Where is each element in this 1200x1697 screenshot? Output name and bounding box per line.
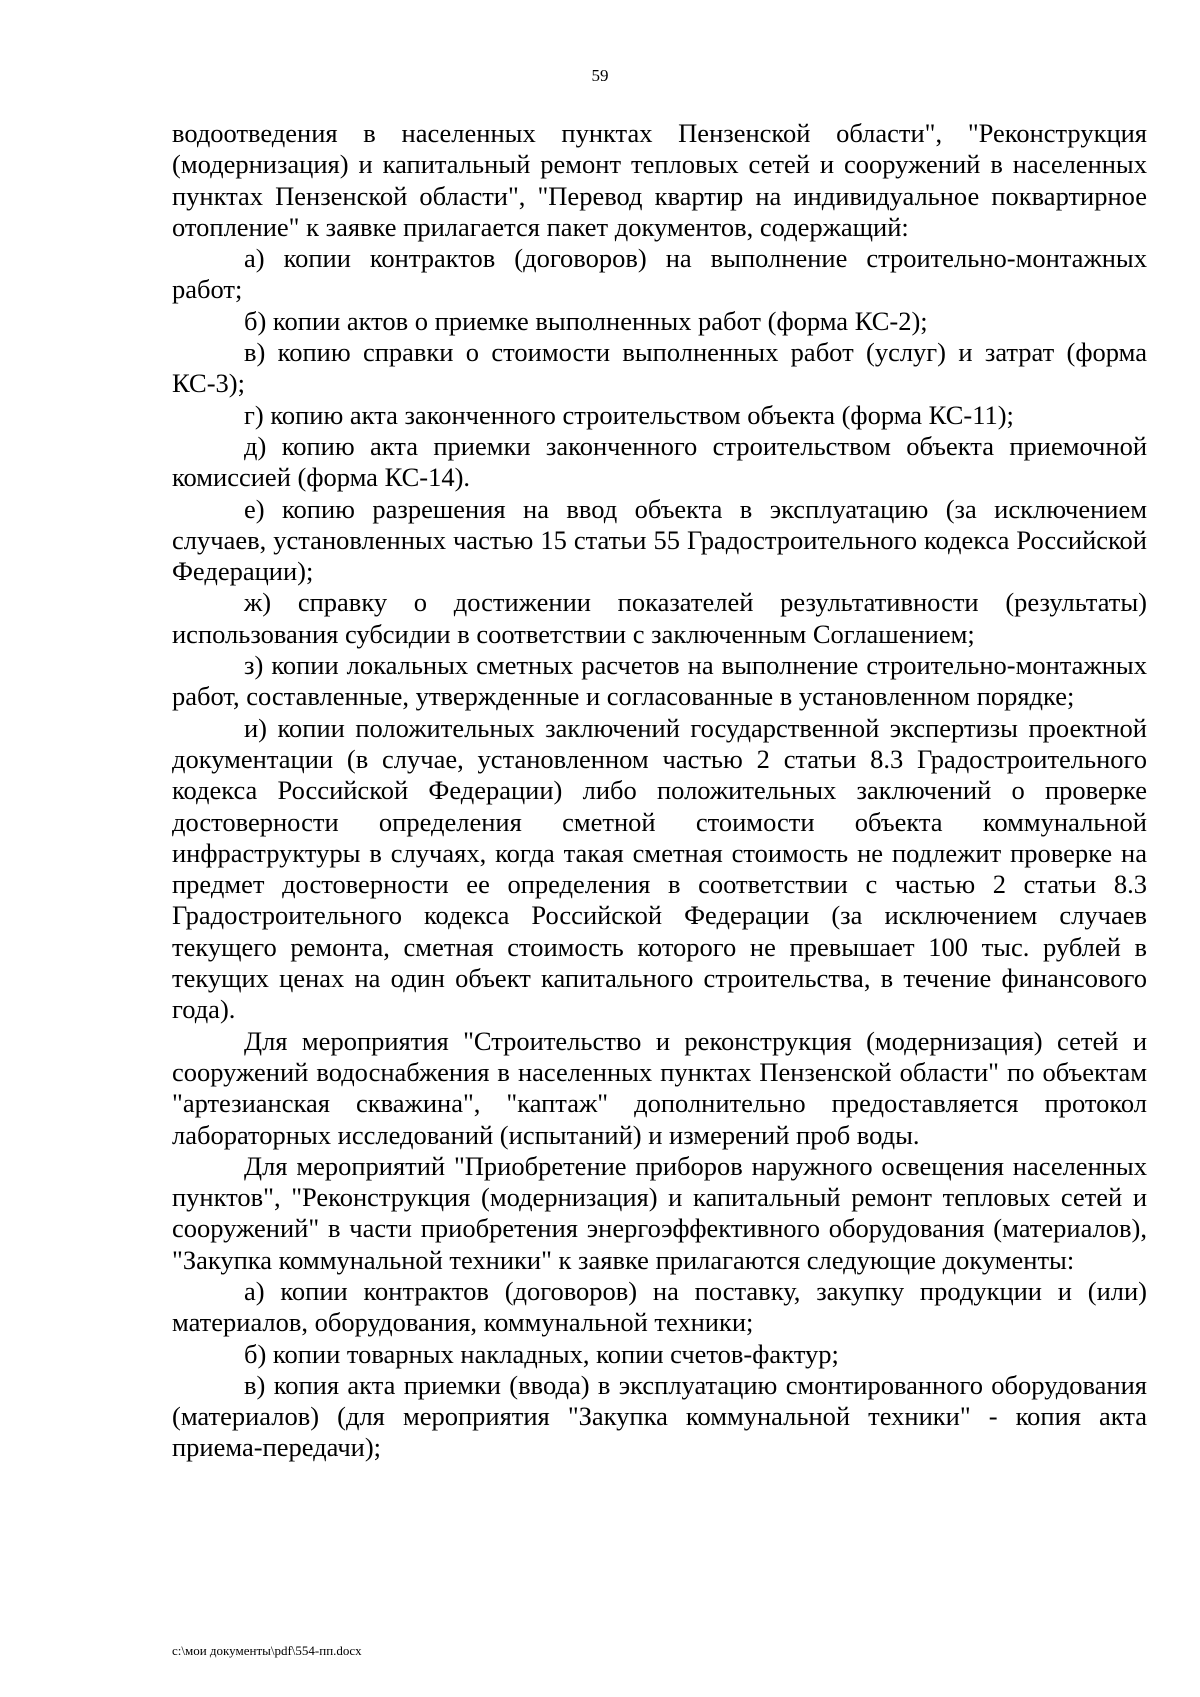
footer-file-path: c:\мои документы\pdf\554-пп.docx: [172, 1643, 362, 1658]
paragraph: г) копию акта законченного строительством объекта (форма КС-11);: [244, 399, 1014, 430]
paragraph: и) копии положительных заключений государственной экспертизы проектной документации (в случае, установленном частью 2 статьи 8.3 Градостроительного кодекса Российской Федерации) либо положительных заключений о проверке достоверности определения сметной стоимости объекта коммунальной инфраструктуры в случаях, когда такая сметная стоимость не подлежит проверке на предмет достоверности ее определения в соответствии с частью 2 статьи 8.3 Градостроительного кодекса Российской Федерации (за исключением случаев текущего ремонта, сметная стоимость которого не превышает 100 тыс. рублей в текущих ценах на один объект капитального строительства, в течение финансового года).: [172, 712, 1147, 1025]
paragraph: е) копию разрешения на ввод объекта в эксплуатацию (за исключением случаев, установленных частью 15 статьи 55 Градостроительного кодекса Российской Федерации);: [172, 493, 1147, 587]
paragraph: водоотведения в населенных пунктах Пензенской области", "Реконструкция (модернизация) и капитальный ремонт тепловых сетей и сооружений в населенных пунктах Пензенской области", "Перевод квартир на индивидуальное поквартирное отопление" к заявке прилагается пакет документов, содержащий:: [172, 118, 1147, 242]
paragraph: в) копию справки о стоимости выполненных работ (услуг) и затрат (форма КС-3);: [172, 337, 1147, 399]
paragraph: в) копия акта приемки (ввода) в эксплуатацию смонтированного оборудования (материалов) (для мероприятия "Закупка коммунальной техники" - копия акта приема-передачи);: [172, 1369, 1147, 1463]
page-number: 59: [591, 66, 609, 85]
paragraph: Для мероприятия "Строительство и реконструкция (модернизация) сетей и сооружений водоснабжения в населенных пунктах Пензенской области" по объектам "артезианская скважина", "каптаж" дополнительно предоставляется протокол лабораторных исследований (испытаний) и измерений проб воды.: [172, 1025, 1147, 1150]
paragraph: б) копии товарных накладных, копии счетов-фактур;: [244, 1338, 839, 1369]
paragraph: а) копии контрактов (договоров) на выполнение строительно-монтажных работ;: [172, 243, 1147, 305]
paragraph: Для мероприятий "Приобретение приборов наружного освещения населенных пунктов", "Реконструкция (модернизация) и капитальный ремонт тепловых сетей и сооружений" в части приобретения энергоэффективного оборудования (материалов), "Закупка коммунальной техники" к заявке прилагаются следующие документы:: [172, 1150, 1147, 1275]
paragraph: з) копии локальных сметных расчетов на выполнение строительно-монтажных работ, составленные, утвержденные и согласованные в установленном порядке;: [172, 650, 1147, 712]
paragraph: б) копии актов о приемке выполненных работ (форма КС-2);: [244, 305, 928, 336]
paragraph: ж) справку о достижении показателей результативности (результаты) использования субсидии в соответствии с заключенным Соглашением;: [172, 587, 1147, 649]
paragraph: а) копии контрактов (договоров) на поставку, закупку продукции и (или) материалов, оборудования, коммунальной техники;: [172, 1275, 1147, 1338]
paragraph: д) копию акта приемки законченного строительством объекта приемочной комиссией (форма КС-14).: [172, 430, 1147, 493]
document-body: [172, 118, 1147, 1464]
